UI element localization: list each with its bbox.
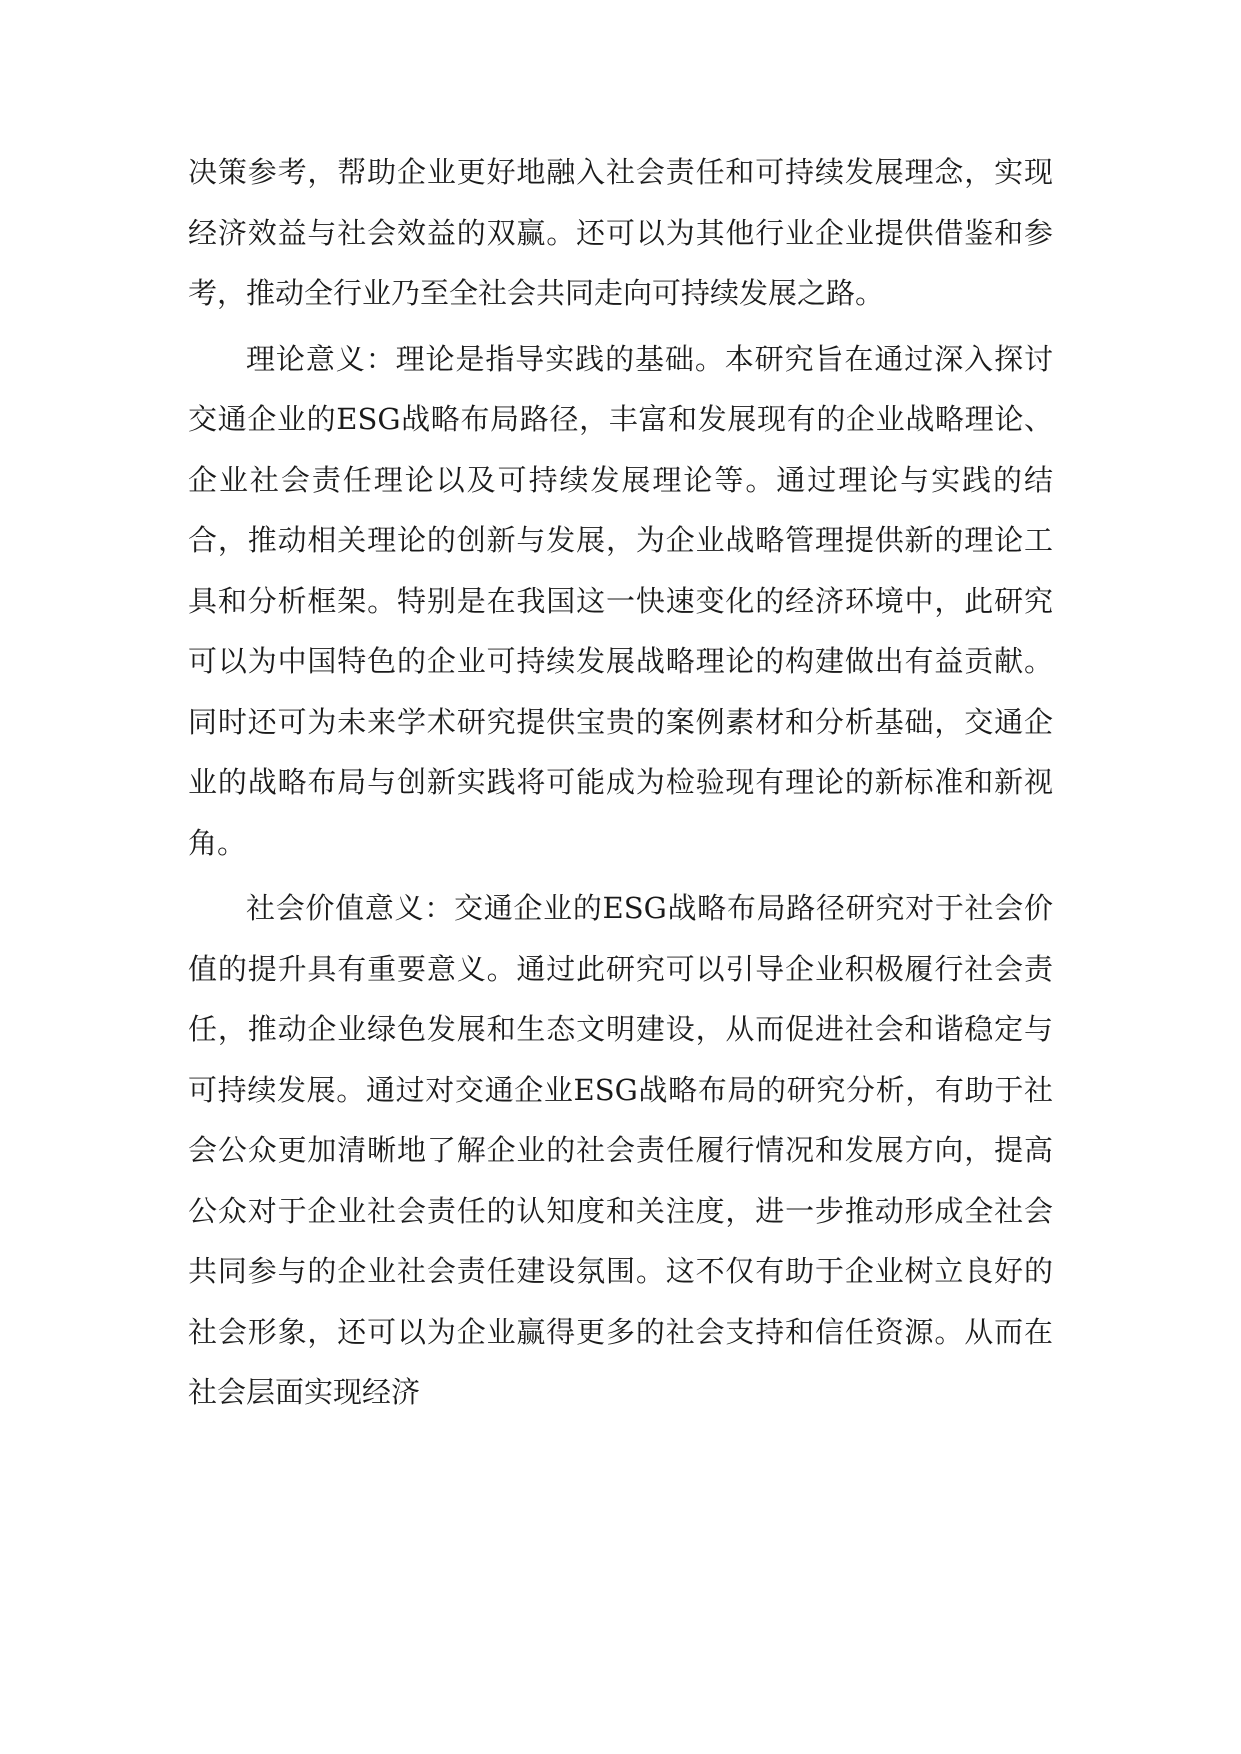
paragraph-theoretical-significance: 理论意义：理论是指导实践的基础。本研究旨在通过深入探讨交通企业的ESG战略布局路径，丰富和发展现有的企业战略理论、企业社会责任理论以及可持续发展理论等。通过理论与实践的结合，推动相关理论的创新与发展，为企业战略管理提供新的理论工具和分析框架。特别是在我国这一快速变化的经济环境中，此研究可以为中国特色的企业可持续发展战略理论的构建做出有益贡献。同时还可为未来学术研究提供宝贵的案例素材和分析基础，交通企业的战略布局与创新实践将可能成为检验现有理论的新标准和新视角。 — [188, 341, 1053, 860]
paragraph-continuation: 决策参考，帮助企业更好地融入社会责任和可持续发展理念，实现经济效益与社会效益的双赢。还可以为其他行业企业提供借鉴和参考，推动全行业乃至全社会共同走向可持续发展之路。 — [188, 155, 1053, 310]
paragraph-social-value-significance: 社会价值意义：交通企业的ESG战略布局路径研究对于社会价值的提升具有重要意义。通过此研究可以引导企业积极履行社会责任，推动企业绿色发展和生态文明建设，从而促进社会和谐稳定与可持续发展。通过对交通企业ESG战略布局的研究分析，有助于社会公众更加清晰地了解企业的社会责任履行情况和发展方向，提高公众对于企业社会责任的认知度和关注度，进一步推动形成全社会共同参与的企业社会责任建设氛围。这不仅有助于企业树立良好的社会形象，还可以为企业赢得更多的社会支持和信任资源。从而在社会层面实现经济 — [188, 891, 1053, 1409]
document-body — [188, 142, 1053, 1428]
